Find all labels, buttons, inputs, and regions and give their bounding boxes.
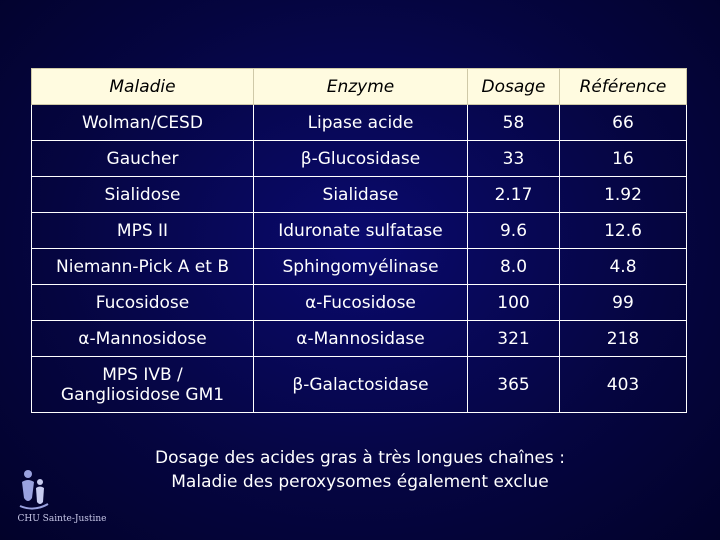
footnote [100,446,620,494]
header-reference: Référence [560,69,687,105]
cell-enzyme: β-Galactosidase [254,357,468,413]
cell-maladie: Wolman/CESD [32,105,254,141]
cell-enzyme: Lipase acide [254,105,468,141]
cell-reference: 218 [560,321,687,357]
cell-reference: 4.8 [560,249,687,285]
cell-reference: 16 [560,141,687,177]
table-row [32,285,687,321]
cell-reference: 66 [560,105,687,141]
cell-maladie: MPS II [32,213,254,249]
cell-maladie: α-Mannosidose [32,321,254,357]
table-row [32,249,687,285]
table-row [32,105,687,141]
cell-maladie: Niemann-Pick A et B [32,249,254,285]
cell-dosage: 2.17 [468,177,560,213]
cell-reference: 12.6 [560,213,687,249]
table-row [32,321,687,357]
footnote-line1: Dosage des acides gras à très longues chaînes : [155,448,565,468]
table-row [32,213,687,249]
cell-dosage: 365 [468,357,560,413]
header-dosage: Dosage [468,69,560,105]
header-enzyme: Enzyme [254,69,468,105]
cell-dosage: 58 [468,105,560,141]
chu-logo [14,468,110,530]
cell-enzyme: β-Glucosidase [254,141,468,177]
table-header-row [32,69,687,105]
cell-enzyme: α-Fucosidose [254,285,468,321]
cell-dosage: 33 [468,141,560,177]
cell-reference: 403 [560,357,687,413]
header-maladie: Maladie [32,69,254,105]
enzyme-table [31,68,687,413]
cell-maladie: Sialidose [32,177,254,213]
cell-reference: 1.92 [560,177,687,213]
cell-maladie [32,357,254,413]
table-row [32,141,687,177]
cell-dosage: 100 [468,285,560,321]
cell-dosage: 8.0 [468,249,560,285]
cell-enzyme: Iduronate sulfatase [254,213,468,249]
cell-maladie-line2: Gangliosidose GM1 [60,384,225,405]
cell-enzyme: Sialidase [254,177,468,213]
table-row [32,357,687,413]
logo-text: CHU Sainte-Justine [17,514,107,524]
table-row [32,177,687,213]
cell-enzyme: Sphingomyélinase [254,249,468,285]
cell-dosage: 321 [468,321,560,357]
cell-maladie: Fucosidose [32,285,254,321]
cell-maladie-line1: MPS IVB / [102,364,183,385]
cell-enzyme: α-Mannosidase [254,321,468,357]
cell-maladie: Gaucher [32,141,254,177]
cell-reference: 99 [560,285,687,321]
cell-dosage: 9.6 [468,213,560,249]
footnote-line2: Maladie des peroxysomes également exclue [171,472,549,492]
chu-sainte-justine-logo-icon [14,468,54,512]
